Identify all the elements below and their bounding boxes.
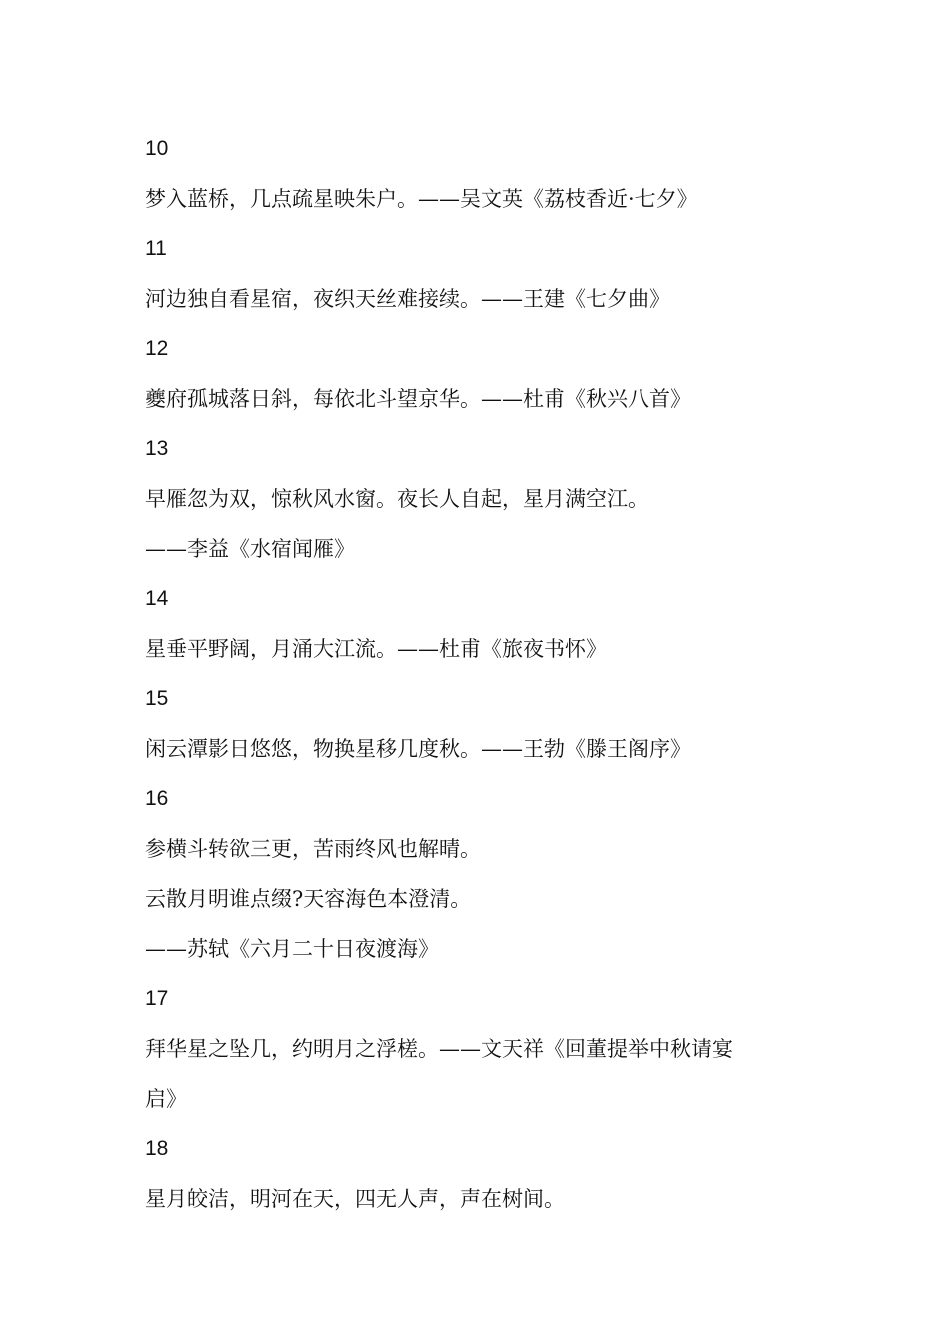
quote-attribution: ——苏轼《六月二十日夜渡海》 — [145, 937, 439, 961]
item-number: 11 — [145, 237, 167, 260]
quote-attribution: ——李益《水宿闻雁》 — [145, 537, 355, 561]
quote-line: 闲云潭影日悠悠，物换星移几度秋。——王勃《滕王阁序》 — [145, 737, 691, 761]
item-number: 13 — [145, 437, 169, 460]
quote-line: 星垂平野阔，月涌大江流。——杜甫《旅夜书怀》 — [145, 637, 607, 661]
item-number: 14 — [145, 587, 169, 610]
quote-line: 拜华星之坠几，约明月之浮槎。——文天祥《回董提举中秋请宴 — [145, 1037, 733, 1061]
quote-line: 早雁忽为双，惊秋风水窗。夜长人自起，星月满空江。 — [145, 487, 649, 511]
quote-line: 梦入蓝桥，几点疏星映朱户。——吴文英《荔枝香近·七夕》 — [145, 187, 698, 211]
quote-line-continuation: 启》 — [145, 1087, 187, 1111]
item-number: 10 — [145, 137, 169, 160]
quote-line: 河边独自看星宿，夜织天丝难接续。——王建《七夕曲》 — [145, 287, 670, 311]
quote-line: 参横斗转欲三更，苦雨终风也解晴。 — [145, 837, 481, 861]
item-number: 16 — [145, 787, 169, 810]
item-number: 15 — [145, 687, 169, 710]
item-number: 12 — [145, 337, 169, 360]
quote-line: 星月皎洁，明河在天，四无人声，声在树间。 — [145, 1187, 565, 1211]
quote-line: 云散月明谁点缀?天容海色本澄清。 — [145, 887, 472, 911]
item-number: 17 — [145, 987, 169, 1010]
item-number: 18 — [145, 1137, 169, 1160]
quote-line: 夔府孤城落日斜，每依北斗望京华。——杜甫《秋兴八首》 — [145, 387, 691, 411]
document-body — [145, 124, 825, 1224]
